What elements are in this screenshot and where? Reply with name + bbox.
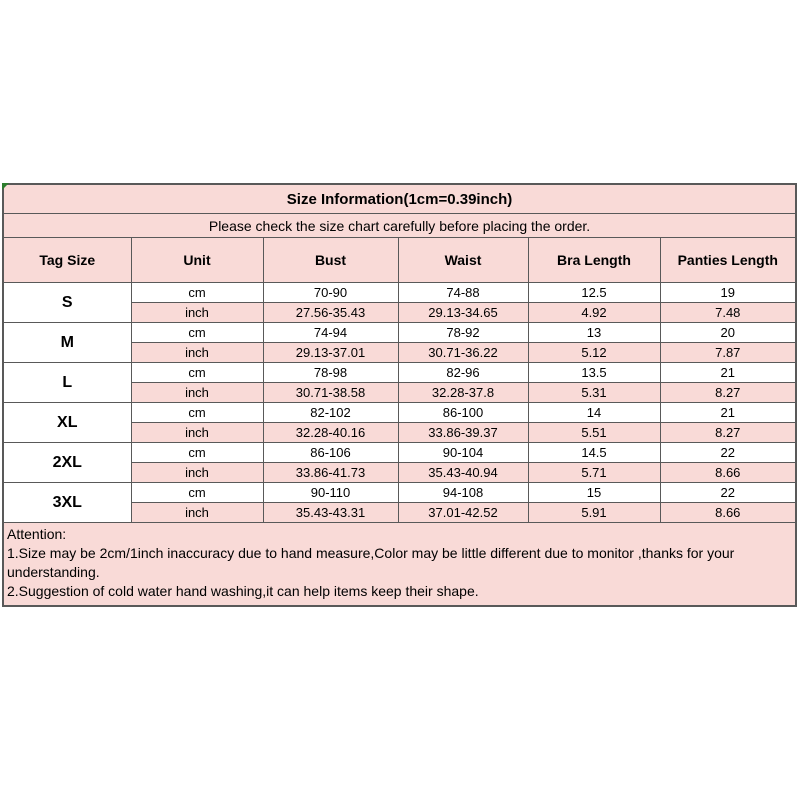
value-cell: 4.92 xyxy=(528,303,660,323)
size-row-m-cm xyxy=(3,323,796,343)
attention-line-2: 2.Suggestion of cold water hand washing,it can help items keep their shape. xyxy=(7,583,479,599)
value-cell: 37.01-42.52 xyxy=(398,503,528,523)
value-cell: 22 xyxy=(660,483,796,503)
value-cell: 22 xyxy=(660,443,796,463)
size-row-s-cm xyxy=(3,283,796,303)
size-chart-sheet xyxy=(2,183,795,607)
value-cell: 82-96 xyxy=(398,363,528,383)
tag-size-cell: XL xyxy=(3,403,131,443)
tag-size-cell: 2XL xyxy=(3,443,131,483)
attention-cell xyxy=(3,523,796,607)
value-cell: 29.13-37.01 xyxy=(263,343,398,363)
value-cell: 8.66 xyxy=(660,503,796,523)
tag-size-cell: 3XL xyxy=(3,483,131,523)
value-cell: 20 xyxy=(660,323,796,343)
column-header-waist: Waist xyxy=(398,238,528,283)
value-cell: 21 xyxy=(660,363,796,383)
value-cell: 5.51 xyxy=(528,423,660,443)
unit-cell: cm xyxy=(131,283,263,303)
value-cell: 14 xyxy=(528,403,660,423)
value-cell: 5.91 xyxy=(528,503,660,523)
unit-cell: cm xyxy=(131,483,263,503)
value-cell: 74-88 xyxy=(398,283,528,303)
value-cell: 78-92 xyxy=(398,323,528,343)
value-cell: 8.27 xyxy=(660,383,796,403)
column-header-unit: Unit xyxy=(131,238,263,283)
size-row-l-cm xyxy=(3,363,796,383)
value-cell: 86-100 xyxy=(398,403,528,423)
value-cell: 7.48 xyxy=(660,303,796,323)
unit-cell: inch xyxy=(131,503,263,523)
table-subtitle-row xyxy=(3,214,796,238)
table-title: Size Information(1cm=0.39inch) xyxy=(3,184,796,214)
value-cell: 90-104 xyxy=(398,443,528,463)
spreadsheet-corner-mark-icon xyxy=(2,183,9,190)
value-cell: 32.28-40.16 xyxy=(263,423,398,443)
attention-row xyxy=(3,523,796,607)
value-cell: 29.13-34.65 xyxy=(398,303,528,323)
value-cell: 70-90 xyxy=(263,283,398,303)
column-header-bust: Bust xyxy=(263,238,398,283)
unit-cell: inch xyxy=(131,463,263,483)
size-row-2xl-cm xyxy=(3,443,796,463)
size-row-xl-cm xyxy=(3,403,796,423)
value-cell: 33.86-41.73 xyxy=(263,463,398,483)
value-cell: 35.43-40.94 xyxy=(398,463,528,483)
size-rows-body xyxy=(3,283,796,523)
value-cell: 86-106 xyxy=(263,443,398,463)
value-cell: 12.5 xyxy=(528,283,660,303)
size-row-3xl-cm xyxy=(3,483,796,503)
unit-cell: cm xyxy=(131,363,263,383)
tag-size-cell: L xyxy=(3,363,131,403)
value-cell: 94-108 xyxy=(398,483,528,503)
value-cell: 32.28-37.8 xyxy=(398,383,528,403)
value-cell: 5.12 xyxy=(528,343,660,363)
column-header-row xyxy=(3,238,796,283)
value-cell: 74-94 xyxy=(263,323,398,343)
column-header-panties-length: Panties Length xyxy=(660,238,796,283)
value-cell: 14.5 xyxy=(528,443,660,463)
size-table xyxy=(2,183,797,607)
value-cell: 82-102 xyxy=(263,403,398,423)
tag-size-cell: M xyxy=(3,323,131,363)
column-header-bra-length: Bra Length xyxy=(528,238,660,283)
value-cell: 5.71 xyxy=(528,463,660,483)
value-cell: 90-110 xyxy=(263,483,398,503)
value-cell: 33.86-39.37 xyxy=(398,423,528,443)
value-cell: 5.31 xyxy=(528,383,660,403)
value-cell: 21 xyxy=(660,403,796,423)
value-cell: 15 xyxy=(528,483,660,503)
table-title-row xyxy=(3,184,796,214)
value-cell: 27.56-35.43 xyxy=(263,303,398,323)
value-cell: 78-98 xyxy=(263,363,398,383)
unit-cell: inch xyxy=(131,343,263,363)
value-cell: 19 xyxy=(660,283,796,303)
tag-size-cell: S xyxy=(3,283,131,323)
value-cell: 13 xyxy=(528,323,660,343)
attention-heading: Attention: xyxy=(7,526,67,542)
column-header-tag-size: Tag Size xyxy=(3,238,131,283)
unit-cell: cm xyxy=(131,323,263,343)
unit-cell: inch xyxy=(131,303,263,323)
value-cell: 35.43-43.31 xyxy=(263,503,398,523)
unit-cell: inch xyxy=(131,383,263,403)
value-cell: 7.87 xyxy=(660,343,796,363)
table-subtitle: Please check the size chart carefully before placing the order. xyxy=(3,214,796,238)
value-cell: 30.71-38.58 xyxy=(263,383,398,403)
unit-cell: inch xyxy=(131,423,263,443)
unit-cell: cm xyxy=(131,443,263,463)
value-cell: 8.27 xyxy=(660,423,796,443)
attention-line-1: 1.Size may be 2cm/1inch inaccuracy due to hand measure,Color may be little different due to monitor ,thanks for your understanding. xyxy=(7,545,735,580)
value-cell: 8.66 xyxy=(660,463,796,483)
unit-cell: cm xyxy=(131,403,263,423)
value-cell: 13.5 xyxy=(528,363,660,383)
value-cell: 30.71-36.22 xyxy=(398,343,528,363)
